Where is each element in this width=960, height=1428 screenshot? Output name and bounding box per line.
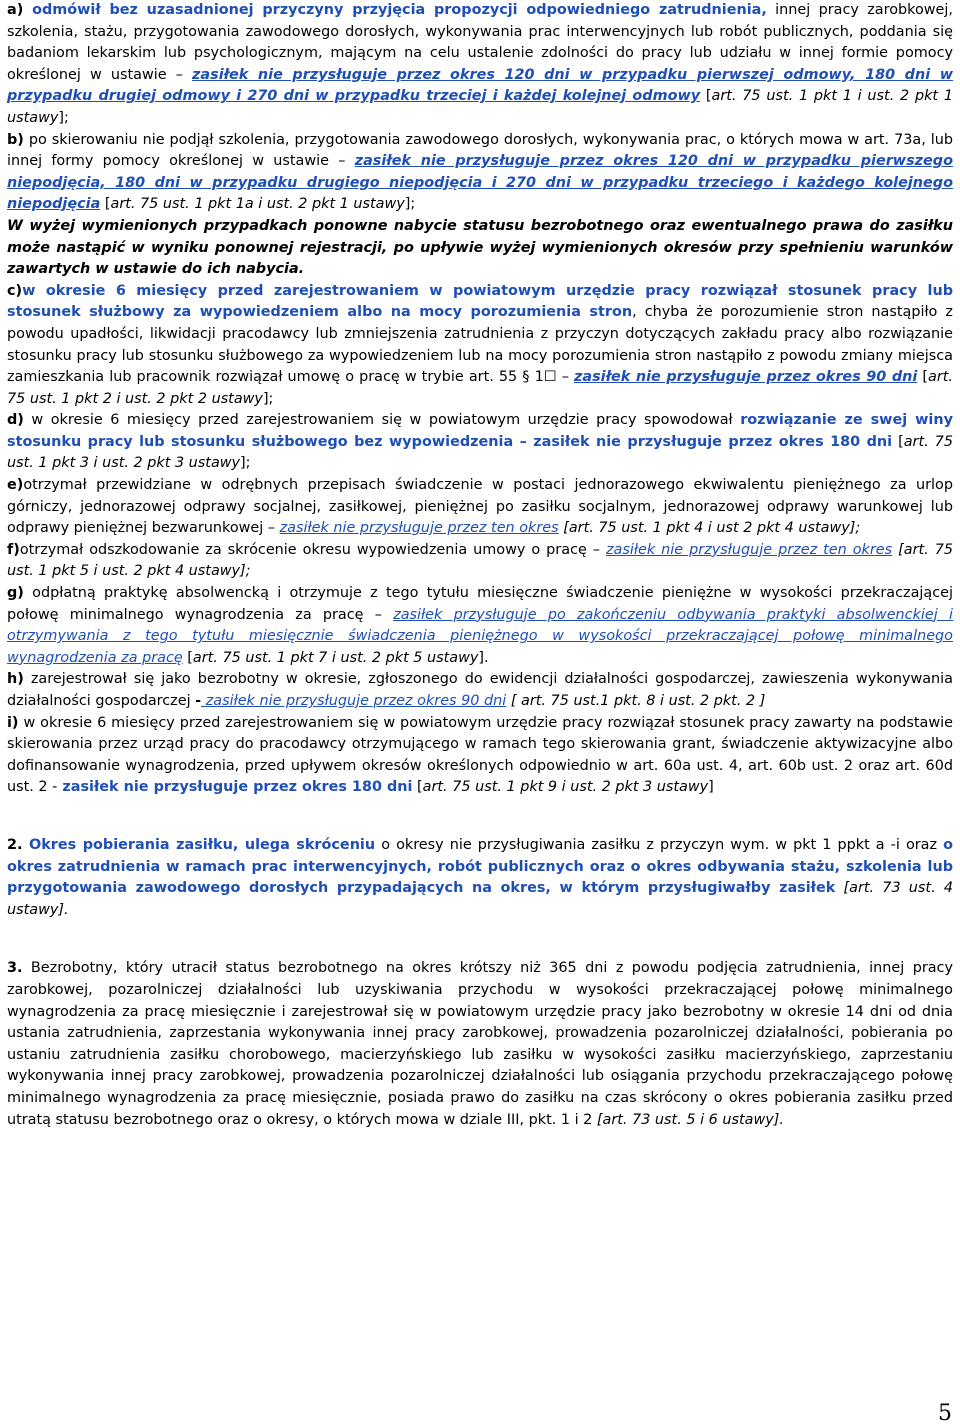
item-a-body: innej pracy zarobkowej, szkolenia, stażu, przygotowania zawodowego dorosłych, wykonywania prac interwencyjnych lub robót publicznych, poddania się badaniom lekarskim lub psychologicznym, mającym na celu ustalenie zdolności do pracy lub udziału w innej formie pomocy określonej w ustawie – (7, 2, 953, 83)
item-a-heading: odmówił bez uzasadnionej przyczyny przyjęcia propozycji odpowiedniego zatrudnienia, (32, 2, 767, 18)
item-c-dash: – (556, 369, 575, 386)
item-d-body: w okresie 6 miesięcy przed zarejestrowaniem się w powiatowym urzędzie pracy spowodował (23, 412, 741, 429)
item-d-consequence: zasiłek nie przysługuje przez okres 180 dni (526, 433, 893, 450)
item-h-consequence-link: zasiłek nie przysługuje przez okres 90 dni (201, 693, 507, 709)
item-c-legal-ref: art. 75 ust. 1 pkt 2 i ust. 2 pkt 2 ustawy (7, 369, 953, 407)
item-c-consequence-link: zasiłek nie przysługuje przez okres 90 dni (574, 369, 918, 386)
section-2-heading: Okres pobierania zasiłku, ulega skróceniu (29, 836, 376, 853)
item-f (7, 540, 953, 583)
item-a-consequence-link: zasiłek nie przysługuje przez okres 120 dni w przypadku pierwszej odmowy, 180 dni w przypadku drugiej odmowy i 270 dni w przypadku trzeciej i każdej kolejnej odmowy (7, 66, 954, 105)
item-a (7, 0, 953, 130)
section-2-number: 2. (7, 836, 29, 853)
item-a-legal-ref: art. 75 ust. 1 pkt 1 i ust. 2 pkt 1 ustawy (7, 88, 953, 126)
item-i (7, 713, 953, 799)
item-i-ref-close: ] (708, 779, 714, 796)
item-g-legal-ref: art. 75 ust. 1 pkt 7 i ust. 2 pkt 5 ustawy (192, 649, 479, 666)
re-registration-note: W wyżej wymienionych przypadkach ponowne nabycie statusu bezrobotnego oraz ewentualnego prawa do zasiłku może nastąpić w wyniku ponownej rejestracji, po upływie wyżej wymienionych okresów przy spełnieniu warunków zawartych w ustawie do ich nabycia. (7, 217, 953, 278)
item-h-marker: h) (7, 671, 24, 688)
item-h (7, 669, 953, 712)
item-a-ref-close: ]; (58, 109, 69, 126)
section-3-body: Bezrobotny, który utracił status bezrobotnego na okres krótszy niż 365 dni z powodu podjęcia zatrudnienia, innej pracy zarobkowej, pozarolniczej działalności lub uzyskiwania przychodu w wysokości przekraczającej połowę minimalnego wynagrodzenia za pracę miesięcznie i zarejestrował się w powiatowym urzędzie pracy jako bezrobotny w okresie 14 dni od dnia ustania zatrudnienia, zaprzestania wykonywania innej pracy zarobkowej, prowadzenia pozarolniczej działalności, pobierania po ustaniu zatrudnienia zasiłku chorobowego, macierzyńskiego lub zasiłku w wysokości zasiłku macierzyńskiego, zaprzestaniu wykonywania innej pracy zarobkowej, prowadzenia pozarolniczej działalności lub osiągania przychodu przekraczającego połowę minimalnego wynagrodzenia za pracę miesięcznie, posiada prawo do zasiłku na czas skrócony o okres pobierania zasiłku przed utratą statusu bezrobotnego oraz o okresy, o których mowa w dziale III, pkt. 1 i 2 (7, 960, 953, 1128)
item-c-ref-close: ]; (262, 390, 274, 407)
item-i-marker: i) (7, 714, 19, 731)
item-c-symbol-icon: ☐ (543, 369, 557, 386)
item-d (7, 410, 953, 475)
item-b (7, 130, 953, 216)
item-g-marker: g) (7, 585, 24, 602)
item-b-consequence-link: zasiłek nie przysługuje przez okres 120 dni w przypadku pierwszego niepodjęcia, 180 dni w przypadku drugiego niepodjęcia i 270 dni w przypadku trzeciego i każdego kolejnego niepodjęcia (7, 153, 953, 213)
item-e-marker: e) (7, 477, 24, 494)
section-3 (7, 958, 953, 1131)
section-spacer (7, 921, 953, 958)
item-c-body: , chyba że porozumienie stron nastąpiło z powodu upadłości, likwidacji pracodawcy lub zmniejszenia zatrudnienia z przyczyn dotyczących zakładu pracy albo rozwiązanie stosunku pracy lub stosunku służbowego za wypowiedzeniem lub na mocy porozumienia stron nastąpiło z powodu zmiany miejsca zamieszkania lub pracownik rozwiązał umowę o pracę w trybie art. 55 § 1 (7, 304, 953, 386)
item-f-marker: f) (7, 541, 20, 558)
item-e-body: otrzymał przewidziane w odrębnych przepisach świadczenie w postaci jednorazowego ekwiwalentu pieniężnego za urlop górniczy, jednorazowej odprawy socjalnej, zasiłkowej, pieniężnej po zasiłku socjalnym, jednorazowej odprawy warunkowej lub odprawy pieniężnej bezwarunkowej – (7, 477, 953, 537)
item-a-marker: a) (7, 2, 33, 18)
item-c-ref-open: [ (917, 369, 929, 386)
item-d-ref-close: ]; (240, 455, 251, 472)
item-i-consequence: zasiłek nie przysługuje przez okres 180 dni (57, 779, 413, 796)
item-b-legal-ref: art. 75 ust. 1 pkt 1a i ust. 2 pkt 1 ustawy (110, 196, 405, 213)
item-d-ref-open: [ (892, 433, 904, 450)
section-2-bold-text: o okres zatrudnienia w ramach prac interwencyjnych, robót publicznych oraz o okres odbywania stażu, szkolenia lub przygotowania zawodowego dorosłych przypadających na okres, w którym przysługiwałby zasiłek (7, 836, 954, 897)
item-i-legal-ref: art. 75 ust. 1 pkt 9 i ust. 2 pkt 3 ustawy (422, 779, 709, 796)
item-c-marker: c) (7, 282, 23, 299)
item-e-legal-ref: [art. 75 ust. 1 pkt 4 i ust 2 pkt 4 ustawy]; (558, 520, 861, 537)
item-b-ref-close: ]; (404, 196, 416, 213)
section-2 (7, 835, 953, 921)
item-h-body: zarejestrował się jako bezrobotny w okresie, zgłoszonego do ewidencji działalności gospodarczej, zawieszenia wykonywania działalności gospodarczej (7, 671, 953, 709)
item-g (7, 583, 953, 669)
item-f-body: otrzymał odszkodowanie za skrócenie okresu wypowiedzenia umowy o pracę – (19, 541, 606, 558)
item-e (7, 475, 953, 540)
item-b-ref-open: [ (100, 196, 111, 213)
item-g-consequence-link: zasiłek przysługuje po zakończeniu odbywania praktyki absolwenckiej i otrzymywania z tego tytułu miesięcznie świadczenia pieniężnego w wysokości przekraczającej połowę minimalnego wynagrodzenia za pracę (7, 606, 954, 666)
item-c (7, 281, 953, 411)
item-e-consequence-link: zasiłek nie przysługuje przez ten okres (279, 520, 559, 537)
item-b-marker: b) (7, 131, 24, 148)
item-a-ref-open: [ (700, 88, 712, 105)
item-d-marker: d) (7, 412, 24, 429)
section-3-number: 3. (7, 960, 23, 977)
item-g-ref-close: ]. (478, 649, 489, 666)
section-spacer (7, 799, 953, 835)
item-c-heading: w okresie 6 miesięcy przed zarejestrowaniem w powiatowym urzędzie pracy rozwiązał stosunek pracy lub stosunek służbowy za wypowiedzeniem albo na mocy porozumienia stron (7, 282, 953, 321)
section-2-legal-ref: [art. 73 ust. 4 ustawy]. (7, 880, 953, 918)
item-g-ref-open: [ (182, 649, 193, 666)
item-d-cause: rozwiązanie ze swej winy stosunku pracy lub stosunku służbowego bez wypowiedzenia – (7, 412, 953, 450)
page-number: 5 (938, 1401, 952, 1426)
document-page (7, 0, 953, 1131)
item-i-ref-open: [ (412, 779, 423, 796)
item-h-legal-ref: [ art. 75 ust.1 pkt. 8 i ust. 2 pkt. 2 ] (506, 693, 766, 709)
item-f-legal-ref: [art. 75 ust. 1 pkt 5 i ust. 2 pkt 4 ustawy]; (7, 541, 954, 580)
item-g-body: odpłatną praktykę absolwencką i otrzymuje z tego tytułu miesięczne świadczenie pieniężne w wysokości przekraczającej połowę minimalnego wynagrodzenia za pracę – (7, 585, 953, 623)
item-b-body: po skierowaniu nie podjął szkolenia, przygotowania zawodowego dorosłych, wykonywania prac, o których mowa w art. 73a, lub innej formy pomocy określonej w ustawie – (7, 131, 953, 170)
section-2-body: o okresy nie przysługiwania zasiłku z przyczyn wym. w pkt 1 ppkt a -i oraz (375, 836, 944, 853)
section-3-legal-ref: [art. 73 ust. 5 i 6 ustawy]. (592, 1111, 784, 1128)
item-f-consequence-link: zasiłek nie przysługuje przez ten okres (606, 541, 893, 558)
item-i-body: w okresie 6 miesięcy przed zarejestrowaniem się w powiatowym urzędzie pracy rozwiązał stosunek pracy zawarty na podstawie skierowania przez urząd pracy do pracodawcy otrzymującego w ramach tego skierowania grant, świadczenie aktywizacyjne albo dofinansowanie wynagrodzenia, przed upływem okresów określonych odpowiednio w art. 60a ust. 4, art. 60b ust. 2 oraz art. 60d ust. 2 - (7, 714, 953, 796)
item-h-dash: - (195, 693, 202, 709)
item-d-legal-ref: art. 75 ust. 1 pkt 3 i ust. 2 pkt 3 ustawy (7, 433, 953, 472)
